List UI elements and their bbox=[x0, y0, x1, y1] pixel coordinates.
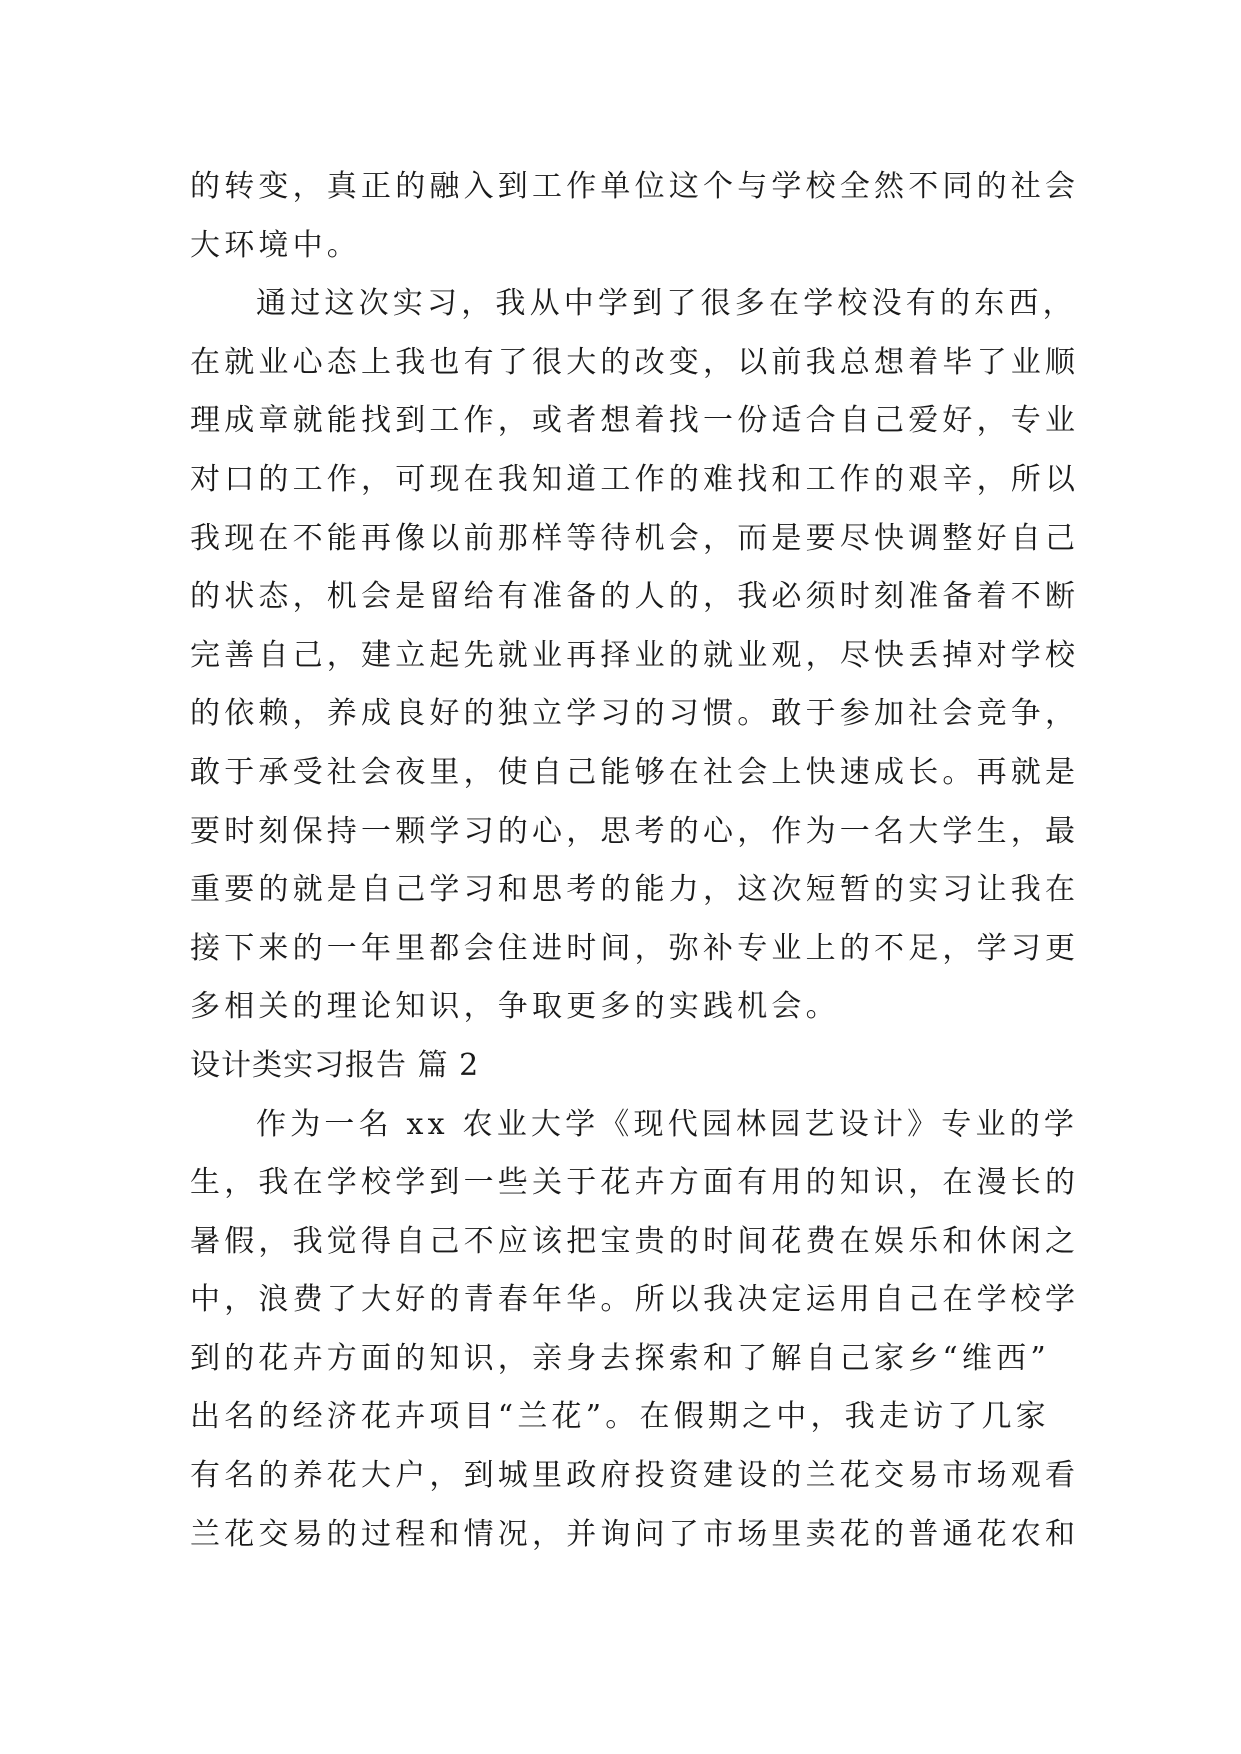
paragraph-line: 敢于承受社会夜里，使自己能够在社会上快速成长。再就是 bbox=[190, 754, 1080, 790]
paragraph-line: 的状态，机会是留给有准备的人的，我必须时刻准备着不断 bbox=[190, 579, 1080, 615]
paragraph-line: 在就业心态上我也有了很大的改变，以前我总想着毕了业顺 bbox=[190, 344, 1080, 380]
paragraph-line: 完善自己，建立起先就业再择业的就业观，尽快丢掉对学校 bbox=[190, 637, 1080, 673]
paragraph-line: 重要的就是自己学习和思考的能力，这次短暂的实习让我在 bbox=[190, 872, 1080, 908]
paragraph-line: 通过这次实习，我从中学到了很多在学校没有的东西， bbox=[256, 286, 1077, 322]
paragraph-line: 多相关的理论知识，争取更多的实践机会。 bbox=[190, 989, 840, 1025]
paragraph-line: 的依赖，养成良好的独立学习的习惯。敢于参加社会竞争， bbox=[190, 696, 1080, 732]
paragraph-line: 暑假，我觉得自己不应该把宝贵的时间花费在娱乐和休闲之 bbox=[190, 1223, 1080, 1259]
paragraph-line: 我现在不能再像以前那样等待机会，而是要尽快调整好自己 bbox=[190, 520, 1080, 556]
paragraph-line: 要时刻保持一颗学习的心，思考的心，作为一名大学生，最 bbox=[190, 813, 1080, 849]
paragraph-line: 中，浪费了大好的青春年华。所以我决定运用自己在学校学 bbox=[190, 1282, 1080, 1318]
document-body bbox=[190, 158, 1080, 1564]
paragraph-line: 理成章就能找到工作，或者想着找一份适合自己爱好，专业 bbox=[190, 403, 1080, 439]
paragraph-line: 大环境中。 bbox=[190, 227, 361, 263]
paragraph-line: 的转变，真正的融入到工作单位这个与学校全然不同的社会 bbox=[190, 169, 1080, 204]
paragraph-line: 到的花卉方面的知识，亲身去探索和了解自己家乡“维西” bbox=[190, 1340, 1050, 1376]
section-heading: 设计类实习报告 篇 2 bbox=[190, 1047, 480, 1083]
paragraph-line: 生，我在学校学到一些关于花卉方面有用的知识，在漫长的 bbox=[190, 1165, 1080, 1201]
paragraph-line: 对口的工作，可现在我知道工作的难找和工作的艰辛，所以 bbox=[190, 461, 1080, 497]
paragraph-line: 有名的养花大户，到城里政府投资建设的兰花交易市场观看 bbox=[190, 1458, 1080, 1494]
paragraph-line: 接下来的一年里都会住进时间，弥补专业上的不足，学习更 bbox=[190, 930, 1080, 966]
paragraph-line: 作为一名 xx 农业大学《现代园林园艺设计》专业的学 bbox=[256, 1106, 1079, 1142]
paragraph-line: 出名的经济花卉项目“兰花”。在假期之中，我走访了几家 bbox=[190, 1399, 1050, 1435]
paragraph-line: 兰花交易的过程和情况，并询问了市场里卖花的普通花农和 bbox=[190, 1516, 1080, 1552]
